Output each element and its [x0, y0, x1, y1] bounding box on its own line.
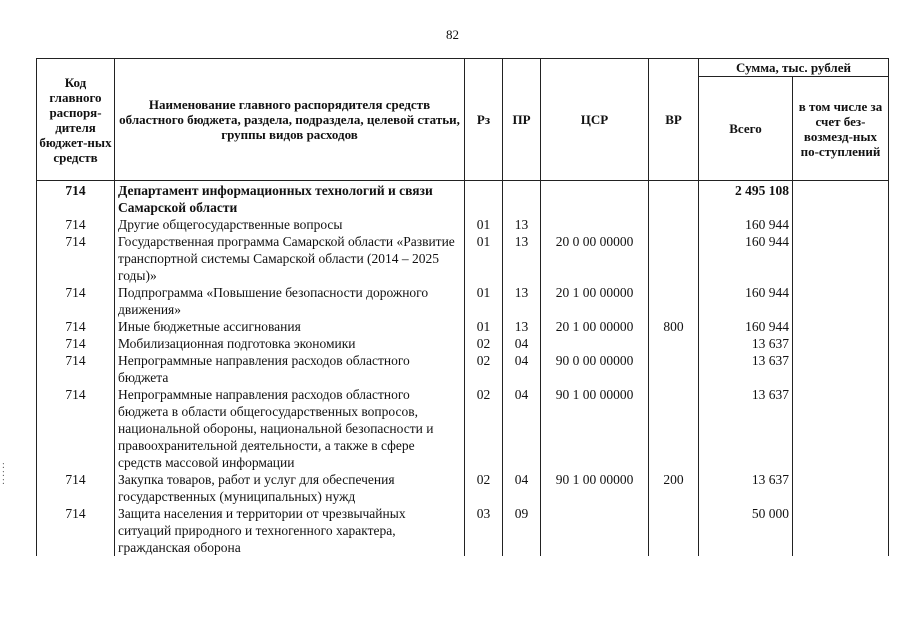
row-code: 714: [37, 233, 115, 284]
row-code: 714: [37, 386, 115, 471]
page-number: 82: [446, 27, 459, 42]
row-vr: [649, 181, 699, 217]
row-incl: [793, 352, 889, 386]
row-rz: 01: [465, 216, 503, 233]
table-body: [37, 181, 889, 557]
row-total: 50 000: [699, 505, 793, 556]
row-rz: 02: [465, 352, 503, 386]
row-csr: [541, 216, 649, 233]
row-total: 160 944: [699, 216, 793, 233]
row-csr: 20 1 00 00000: [541, 318, 649, 335]
table-row: [37, 233, 889, 284]
row-csr: 90 0 00 00000: [541, 352, 649, 386]
header-csr: ЦСР: [541, 59, 649, 181]
row-rz: 02: [465, 335, 503, 352]
row-incl: [793, 318, 889, 335]
row-incl: [793, 335, 889, 352]
row-vr: [649, 505, 699, 556]
row-pr: [503, 181, 541, 217]
row-csr: 90 1 00 00000: [541, 471, 649, 505]
header-pr: ПР: [503, 59, 541, 181]
row-vr: [649, 216, 699, 233]
header-code: Код главного распоря-дителя бюджет-ных средств: [37, 59, 115, 181]
row-pr: 04: [503, 386, 541, 471]
row-total: 2 495 108: [699, 181, 793, 217]
row-vr: [649, 284, 699, 318]
row-name: Подпрограмма «Повышение безопасности дорожного движения»: [115, 284, 465, 318]
row-rz: 01: [465, 284, 503, 318]
row-vr: [649, 386, 699, 471]
row-code: 714: [37, 505, 115, 556]
row-pr: 13: [503, 284, 541, 318]
row-rz: 01: [465, 318, 503, 335]
row-name: Защита населения и территории от чрезвычайных ситуаций природного и техногенного характера, гражданская оборона: [115, 505, 465, 556]
row-name: Непрограммные направления расходов областного бюджета в области общегосударственных вопросов, национальной обороны, национальной безопасности и правоохранительной деятельности, а также в сфере средств массовой информации: [115, 386, 465, 471]
row-vr: 200: [649, 471, 699, 505]
row-name: Закупка товаров, работ и услуг для обеспечения государственных (муниципальных) нужд: [115, 471, 465, 505]
row-pr: 09: [503, 505, 541, 556]
row-total: 160 944: [699, 284, 793, 318]
row-code: 714: [37, 335, 115, 352]
row-name: Иные бюджетные ассигнования: [115, 318, 465, 335]
row-rz: [465, 181, 503, 217]
row-code: 714: [37, 216, 115, 233]
row-incl: [793, 233, 889, 284]
row-vr: [649, 233, 699, 284]
table-row: [37, 335, 889, 352]
row-vr: [649, 335, 699, 352]
header-total: Всего: [699, 77, 793, 181]
row-rz: 03: [465, 505, 503, 556]
row-rz: 02: [465, 471, 503, 505]
row-name: Департамент информационных технологий и связи Самарской области: [115, 181, 465, 217]
budget-table: [36, 58, 889, 556]
row-name: Мобилизационная подготовка экономики: [115, 335, 465, 352]
row-pr: 04: [503, 471, 541, 505]
row-csr: 90 1 00 00000: [541, 386, 649, 471]
row-pr: 13: [503, 233, 541, 284]
row-total: 160 944: [699, 318, 793, 335]
row-incl: [793, 181, 889, 217]
row-csr: [541, 181, 649, 217]
row-vr: [649, 352, 699, 386]
header-name: Наименование главного распорядителя средств областного бюджета, раздела, подраздела, целевой статьи, группы видов расходов: [115, 59, 465, 181]
header-sum-group: Сумма, тыс. рублей: [699, 59, 889, 77]
header-vr: ВР: [649, 59, 699, 181]
row-rz: 01: [465, 233, 503, 284]
table-row: [37, 216, 889, 233]
row-code: 714: [37, 471, 115, 505]
table-row: [37, 471, 889, 505]
table-row: [37, 284, 889, 318]
row-incl: [793, 216, 889, 233]
row-pr: 13: [503, 318, 541, 335]
row-incl: [793, 386, 889, 471]
row-vr: 800: [649, 318, 699, 335]
row-csr: [541, 505, 649, 556]
row-total: 13 637: [699, 352, 793, 386]
row-csr: 20 1 00 00000: [541, 284, 649, 318]
scan-margin-marks: : : :: [2, 460, 5, 487]
table-row: [37, 386, 889, 471]
table-row: [37, 505, 889, 556]
row-total: 160 944: [699, 233, 793, 284]
row-code: 714: [37, 352, 115, 386]
table-row: [37, 318, 889, 335]
row-total: 13 637: [699, 386, 793, 471]
row-name: Государственная программа Самарской области «Развитие транспортной системы Самарской области (2014 – 2025 годы)»: [115, 233, 465, 284]
row-code: 714: [37, 181, 115, 217]
table-row: [37, 181, 889, 217]
row-csr: [541, 335, 649, 352]
row-total: 13 637: [699, 471, 793, 505]
header-incl: в том числе за счет без-возмезд-ных по-ступлений: [793, 77, 889, 181]
row-rz: 02: [465, 386, 503, 471]
row-pr: 13: [503, 216, 541, 233]
row-pr: 04: [503, 352, 541, 386]
row-total: 13 637: [699, 335, 793, 352]
row-code: 714: [37, 318, 115, 335]
header-rz: Рз: [465, 59, 503, 181]
row-incl: [793, 284, 889, 318]
row-csr: 20 0 00 00000: [541, 233, 649, 284]
row-incl: [793, 505, 889, 556]
table-row: [37, 352, 889, 386]
row-incl: [793, 471, 889, 505]
row-pr: 04: [503, 335, 541, 352]
row-name: Непрограммные направления расходов областного бюджета: [115, 352, 465, 386]
row-name: Другие общегосударственные вопросы: [115, 216, 465, 233]
row-code: 714: [37, 284, 115, 318]
